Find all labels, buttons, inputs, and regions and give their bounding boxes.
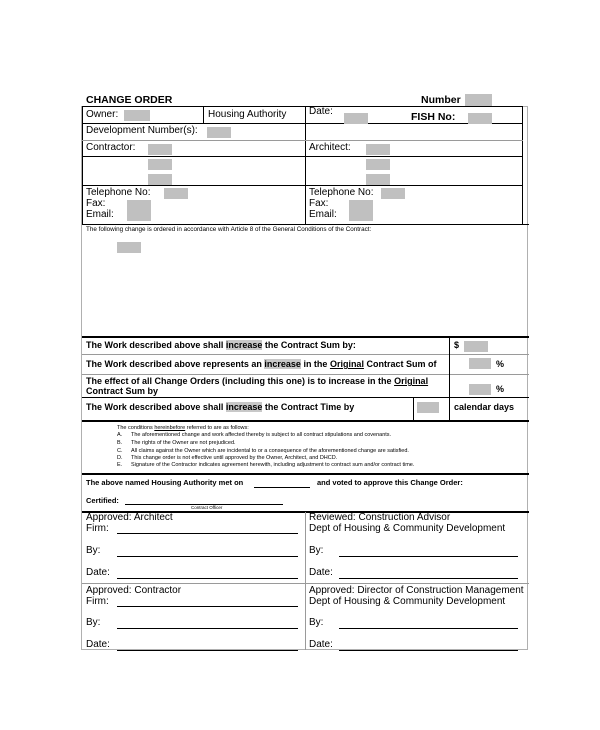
contractor-field-2[interactable] bbox=[148, 159, 172, 170]
owner-divider bbox=[203, 106, 204, 123]
contractor-by-label: By: bbox=[86, 617, 101, 628]
email-label-right: Email: bbox=[309, 209, 337, 220]
housing-authority-label: Housing Authority bbox=[208, 109, 287, 120]
architect-by-line[interactable] bbox=[117, 556, 298, 557]
condition-e-text: Signature of the Contractor indicates agreement herewith, including adjustment to contract sum and/or contract time. bbox=[131, 462, 415, 468]
architect-field-2[interactable] bbox=[366, 159, 390, 170]
architect-field-1[interactable] bbox=[366, 144, 390, 155]
meeting-date-line[interactable] bbox=[254, 487, 310, 488]
header-bottom-border bbox=[82, 224, 529, 225]
sum-row3-text-line1: The effect of all Change Orders (including this one) is to increase in the Original bbox=[86, 376, 429, 386]
date-label: Date: bbox=[309, 106, 333, 117]
approvals-middle-border bbox=[82, 583, 529, 584]
dept-label-1: Dept of Housing & Community Development bbox=[309, 523, 506, 534]
condition-b-letter: B. bbox=[117, 440, 123, 446]
contractor-field-3[interactable] bbox=[148, 174, 172, 185]
conditions-intro: The conditions hereinbefore referred to are as follows: bbox=[117, 425, 249, 431]
contractor-by-line[interactable] bbox=[117, 628, 298, 629]
change-description-field[interactable] bbox=[117, 242, 141, 253]
voted-text: and voted to approve this Change Order: bbox=[317, 478, 463, 487]
sum-bottom-border bbox=[82, 420, 529, 422]
conditions-bottom-border bbox=[82, 473, 529, 475]
director-by-label: By: bbox=[309, 617, 324, 628]
time-divider bbox=[413, 397, 414, 420]
architect-by-label: By: bbox=[86, 545, 101, 556]
dept-label-2: Dept of Housing & Community Development bbox=[309, 596, 506, 607]
contractor-field-1[interactable] bbox=[148, 144, 172, 155]
number-field[interactable] bbox=[465, 94, 492, 106]
contractor-firm-line[interactable] bbox=[117, 606, 298, 607]
email-field-left[interactable] bbox=[127, 210, 151, 221]
fax-label-left: Fax: bbox=[86, 198, 106, 209]
condition-c-text: All claims against the Owner which are incidental to or a consequence of the aforementioned change are satisfied. bbox=[131, 448, 409, 454]
condition-a-letter: A. bbox=[117, 432, 123, 438]
owner-label: Owner: bbox=[86, 109, 119, 120]
sum-row4-text: The Work described above shall increase the Contract Time by bbox=[86, 402, 355, 412]
architect-firm-label: Firm: bbox=[86, 523, 109, 534]
director-date-line[interactable] bbox=[339, 650, 518, 651]
condition-d-letter: D. bbox=[117, 455, 123, 461]
architect-date-label: Date: bbox=[86, 567, 110, 578]
number-label: Number bbox=[421, 94, 461, 106]
development-numbers-label: Development Number(s): bbox=[86, 125, 198, 136]
architect-field-3[interactable] bbox=[366, 174, 390, 185]
telephone-field-left[interactable] bbox=[164, 188, 188, 199]
condition-b-text: The rights of the Owner are not prejudiced. bbox=[131, 440, 236, 446]
sum-row1-text: The Work described above shall increase the Contract Sum by: bbox=[86, 340, 356, 350]
header-top-border bbox=[82, 106, 523, 107]
condition-c-letter: C. bbox=[117, 448, 123, 454]
approvals-center-divider bbox=[305, 512, 306, 650]
dollar-sign: $ bbox=[454, 340, 460, 350]
header-row2-border bbox=[82, 140, 523, 141]
contract-officer-label: Contract Officer bbox=[191, 505, 223, 510]
director-heading: Approved: Director of Construction Management bbox=[309, 585, 524, 596]
fax-label-right: Fax: bbox=[309, 198, 329, 209]
owner-field[interactable] bbox=[124, 110, 150, 121]
architect-date-line[interactable] bbox=[117, 578, 298, 579]
contractor-label: Contractor: bbox=[86, 142, 136, 153]
sum-row1-border bbox=[82, 354, 529, 355]
article-note: The following change is ordered in accordance with Article 8 of the General Conditions of the Contract: bbox=[86, 226, 372, 233]
sum-right-divider bbox=[449, 337, 450, 420]
telephone-label-right: Telephone No: bbox=[309, 187, 374, 198]
development-numbers-field[interactable] bbox=[207, 127, 231, 138]
reviewed-heading: Reviewed: Construction Advisor bbox=[309, 512, 451, 523]
telephone-label-left: Telephone No: bbox=[86, 187, 151, 198]
calendar-days-label: calendar days bbox=[454, 402, 515, 412]
reviewed-by-label: By: bbox=[309, 545, 324, 556]
contractor-heading: Approved: Contractor bbox=[86, 585, 182, 596]
percent-sign-2: % bbox=[496, 384, 505, 394]
certified-label: Certified: bbox=[86, 496, 119, 505]
percent-sign-1: % bbox=[496, 359, 505, 369]
reviewed-date-line[interactable] bbox=[339, 578, 518, 579]
date-field[interactable] bbox=[344, 113, 368, 124]
header-row3-border bbox=[82, 156, 523, 157]
condition-d-text: This change order is not effective until approved by the Owner, Architect, and DHCD. bbox=[131, 455, 338, 461]
sum-row3-border bbox=[82, 397, 529, 398]
director-date-label: Date: bbox=[309, 639, 333, 650]
fish-no-field[interactable] bbox=[468, 113, 492, 124]
fish-no-label: FISH No: bbox=[411, 111, 456, 123]
percent-field-2[interactable] bbox=[469, 384, 491, 395]
contractor-firm-label: Firm: bbox=[86, 596, 109, 607]
email-label-left: Email: bbox=[86, 209, 114, 220]
director-by-line[interactable] bbox=[339, 628, 518, 629]
percent-field-1[interactable] bbox=[469, 358, 491, 369]
telephone-field-right[interactable] bbox=[381, 188, 405, 199]
sum-row3-text-line2: Contract Sum by bbox=[86, 386, 159, 396]
condition-e-letter: E. bbox=[117, 462, 123, 468]
sum-top-border bbox=[82, 336, 529, 338]
architect-heading: Approved: Architect bbox=[86, 512, 173, 523]
met-on-text: The above named Housing Authority met on bbox=[86, 478, 244, 487]
contractor-date-line[interactable] bbox=[117, 650, 298, 651]
header-row1-border bbox=[82, 123, 523, 124]
architect-label: Architect: bbox=[309, 142, 351, 153]
sum-row2-text: The Work described above represents an increase in the Original Contract Sum of bbox=[86, 359, 437, 369]
reviewed-date-label: Date: bbox=[309, 567, 333, 578]
form-title: CHANGE ORDER bbox=[86, 94, 173, 106]
sum-amount-field[interactable] bbox=[464, 341, 488, 352]
contractor-date-label: Date: bbox=[86, 639, 110, 650]
email-field-right[interactable] bbox=[349, 210, 373, 221]
header-row4-border bbox=[82, 185, 523, 186]
architect-firm-line[interactable] bbox=[117, 533, 298, 534]
calendar-days-field[interactable] bbox=[417, 402, 439, 413]
sum-row2-border bbox=[82, 374, 529, 375]
reviewed-by-line[interactable] bbox=[339, 556, 518, 557]
condition-a-text: The aforementioned change and work affected thereby is subject to all contract stipulations and covenants. bbox=[131, 432, 392, 438]
